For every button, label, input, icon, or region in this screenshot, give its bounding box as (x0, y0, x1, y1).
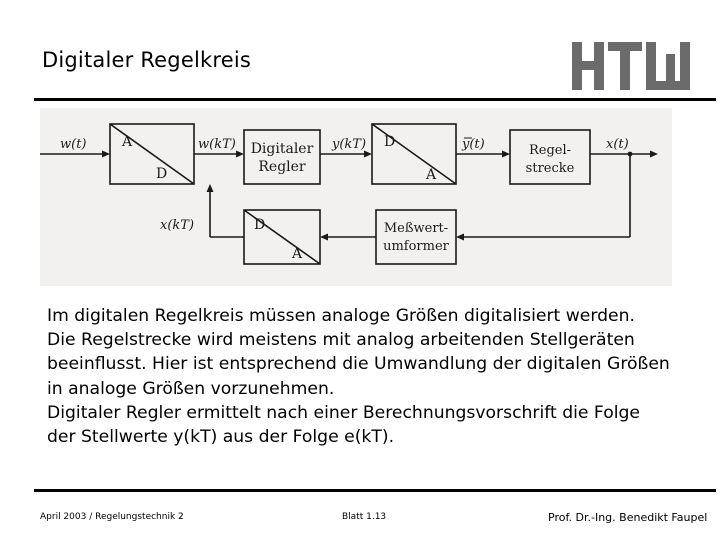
messwert-line1: Meßwert- (383, 221, 449, 236)
body-line: der Stellwerte y(kT) aus der Folge e(kT). (47, 427, 395, 448)
body-line: beeinflusst. Hier ist entsprechend die Umwandlung der digitalen Größen (47, 354, 670, 375)
ad-bottom-a: A (292, 246, 303, 262)
body-line: Digitaler Regler ermittelt nach einer Berechnungsvorschrift die Folge (47, 402, 640, 423)
strecke-line2: strecke (525, 161, 575, 176)
signal-x-kt: x(kT) (160, 218, 195, 233)
body-line: Im digitalen Regelkreis müssen analoge Größen digitalisiert werden. (47, 306, 635, 326)
regler-line1: Digitaler (250, 141, 314, 157)
signal-w-t: w(t) (60, 137, 87, 152)
signal-y-bar-t: y(t) (462, 137, 485, 152)
body-line: in analoge Größen vorzunehmen. (47, 378, 335, 399)
signal-w-kt: w(kT) (198, 137, 236, 152)
messwert-line2: umformer (383, 239, 449, 254)
body-text (47, 304, 717, 449)
ad-bottom-d: D (254, 217, 266, 233)
signal-y-kt: y(kT) (332, 137, 367, 152)
da-a: A (426, 167, 437, 183)
signal-x-t: x(t) (606, 137, 629, 152)
regler-line2: Regler (258, 159, 306, 175)
ad-top-d: D (156, 166, 168, 182)
footer-author: Prof. Dr.-Ing. Benedikt Faupel (548, 511, 708, 524)
ad-top-a: A (122, 134, 133, 150)
footer-rule (34, 489, 716, 492)
da-d: D (384, 134, 396, 150)
control-loop-diagram (40, 108, 672, 286)
body-line: Die Regelstrecke wird meistens mit analog arbeitenden Stellgeräten (47, 330, 635, 351)
slide-title: Digitaler Regelkreis (42, 48, 252, 72)
footer-page-number: Blatt 1.13 (342, 512, 387, 522)
strecke-line1: Regel- (528, 143, 572, 158)
header-rule (34, 98, 716, 101)
footer-date-course: April 2003 / Regelungstechnik 2 (40, 512, 184, 522)
htw-logo (570, 40, 692, 92)
diagram-background (40, 108, 672, 286)
